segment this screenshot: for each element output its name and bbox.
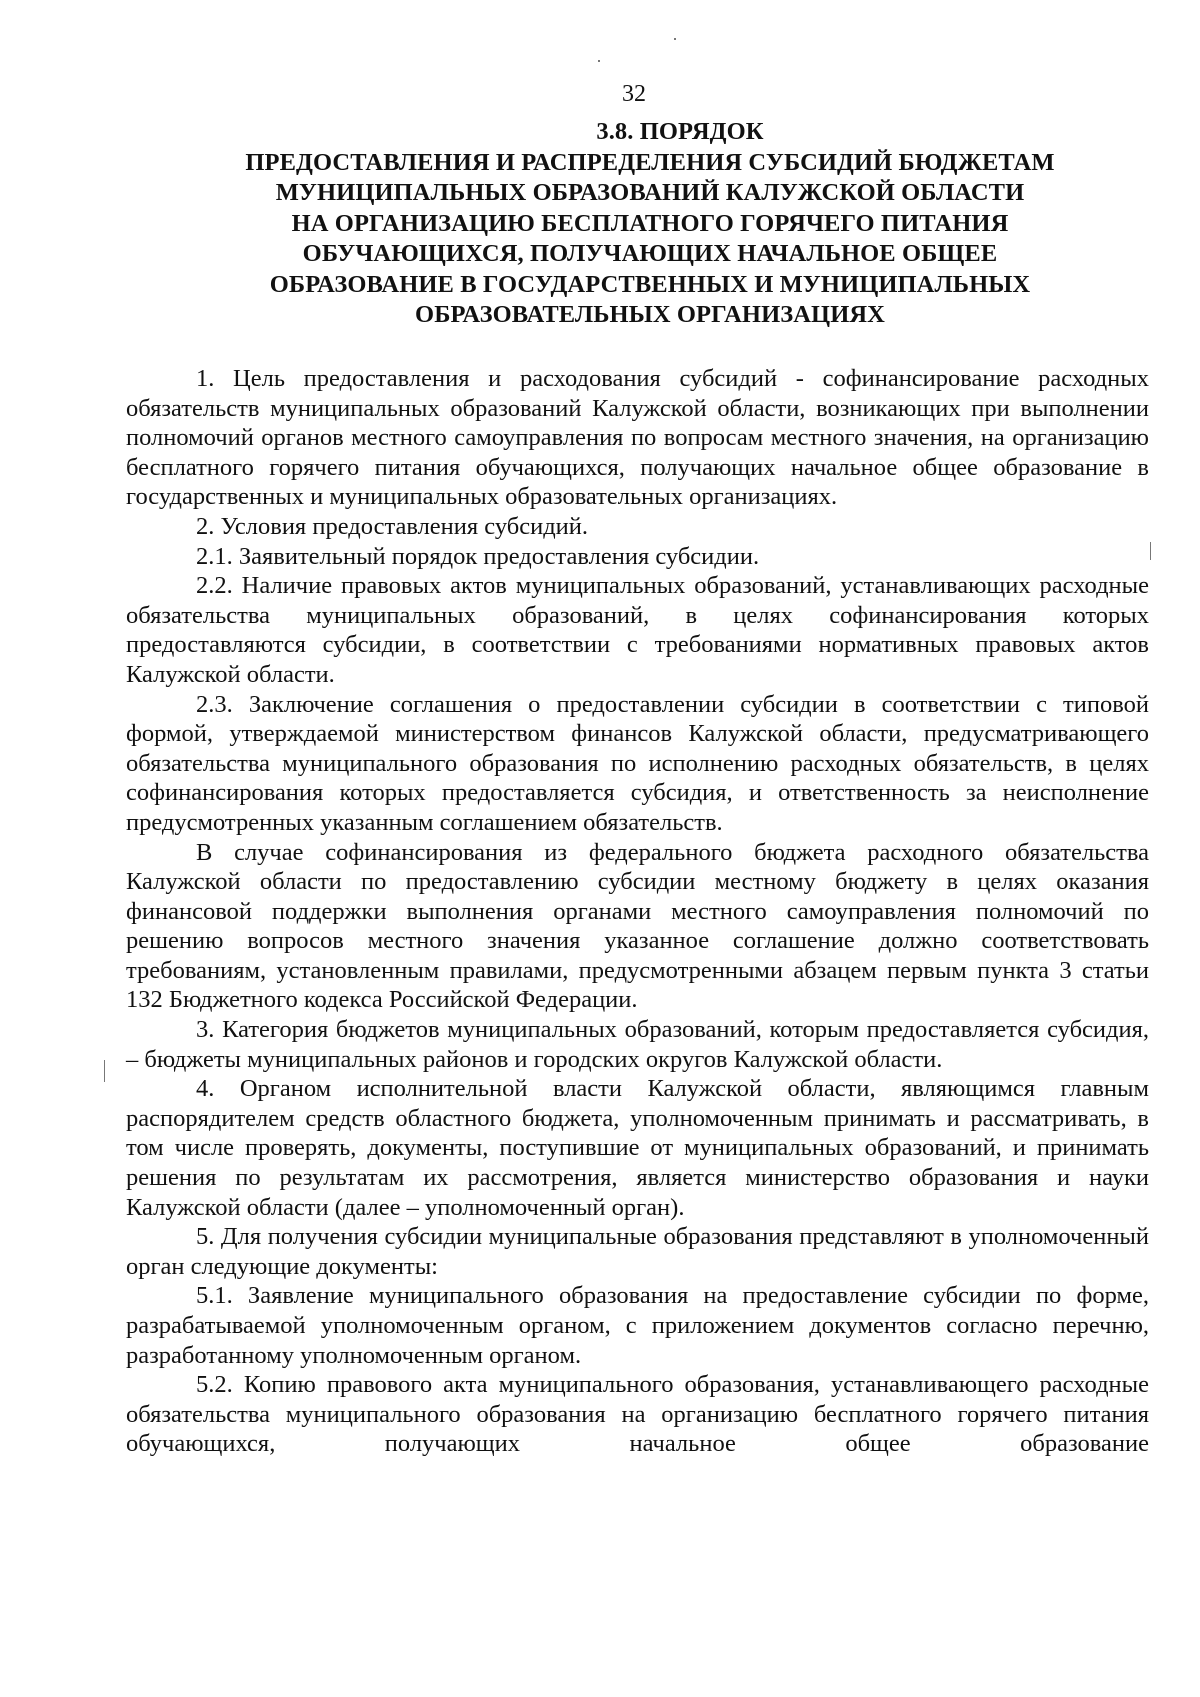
scan-speck (598, 60, 600, 62)
paragraph-5-2: 5.2. Копию правового акта муниципального образования, устанавливающего расходные обязательства муниципального образования на организацию бесплатного горячего питания обучающихся, получающих начальное общее образование (126, 1371, 1149, 1458)
paragraph-5: 5. Для получения субсидии муниципальные образования представляют в уполномоченный орган следующие документы: (126, 1223, 1149, 1280)
heading-line: 3.8. ПОРЯДОК (596, 118, 764, 145)
page-number: 32 (622, 81, 646, 107)
heading-line: МУНИЦИПАЛЬНЫХ ОБРАЗОВАНИЙ КАЛУЖСКОЙ ОБЛАСТИ (275, 179, 1025, 206)
heading-line: ПРЕДОСТАВЛЕНИЯ И РАСПРЕДЕЛЕНИЯ СУБСИДИЙ БЮДЖЕТАМ (245, 148, 1055, 176)
paragraph-2-1: 2.1. Заявительный порядок предоставления субсидии. (196, 542, 760, 570)
paragraph-2: 2. Условия предоставления субсидий. (196, 512, 589, 540)
paragraph-5-1: 5.1. Заявление муниципального образования на предоставление субсидии по форме, разрабатываемой уполномоченным органом, с приложением документов согласно перечню, разработанному уполномоченным органом. (126, 1282, 1149, 1369)
paragraph-1: 1. Цель предоставления и расходования субсидий - софинансирование расходных обязательств муниципальных образований Калужской области, возникающих при выполнении полномочий органов местного самоуправления по вопросам местного значения, на организацию бесплатного горячего питания обучающихся, получающих начальное общее образование в государственных и муниципальных образовательных организациях. (126, 365, 1149, 511)
paragraph-3: 3. Категория бюджетов муниципальных образований, которым предоставляется субсидия, – бюджеты муниципальных районов и городских округов Калужской области. (126, 1016, 1149, 1073)
paragraph-4: 4. Органом исполнительной власти Калужской области, являющимся главным распорядителем средств областного бюджета, уполномоченным принимать и рассматривать, в том числе проверять, документы, поступившие от муниципальных образований, и принимать решения по результатам их рассмотрения, является министерство образования и науки Калужской области (далее – уполномоченный орган). (126, 1075, 1149, 1221)
heading-line: ОБУЧАЮЩИХСЯ, ПОЛУЧАЮЩИХ НАЧАЛЬНОЕ ОБЩЕЕ (302, 240, 998, 267)
scan-speck (1150, 542, 1151, 560)
section-heading (150, 117, 1150, 331)
paragraph-2-3: 2.3. Заключение соглашения о предоставлении субсидии в соответствии с типовой формой, утверждаемой министерством финансов Калужской области, предусматривающего обязательства муниципального образования по исполнению расходных обязательств, в целях софинансирования которых предоставляется субсидия, и ответственность за неисполнение предусмотренных указанным соглашением обязательств. (126, 690, 1149, 836)
scan-speck (104, 1060, 105, 1082)
heading-line: НА ОРГАНИЗАЦИЮ БЕСПЛАТНОГО ГОРЯЧЕГО ПИТАНИЯ (291, 209, 1009, 237)
heading-line: ОБРАЗОВАНИЕ В ГОСУДАРСТВЕННЫХ И МУНИЦИПАЛЬНЫХ (269, 270, 1031, 298)
scan-speck (674, 38, 676, 40)
heading-line: ОБРАЗОВАТЕЛЬНЫХ ОРГАНИЗАЦИЯХ (415, 301, 885, 328)
body-text (126, 364, 1149, 1459)
paragraph-cofinancing: В случае софинансирования из федерального бюджета расходного обязательства Калужской области по предоставлению субсидии местному бюджету в целях оказания финансовой поддержки выполнения органами местного самоуправления полномочий по решению вопросов местного значения указанное соглашение должно соответствовать требованиям, установленным правилами, предусмотренными абзацем первым пункта 3 статьи 132 Бюджетного кодекса Российской Федерации. (126, 838, 1149, 1014)
paragraph-2-2: 2.2. Наличие правовых актов муниципальных образований, устанавливающих расходные обязательства муниципальных образований, в целях софинансирования которых предоставляются субсидии, в соответствии с требованиями нормативных правовых актов Калужской области. (126, 572, 1149, 688)
